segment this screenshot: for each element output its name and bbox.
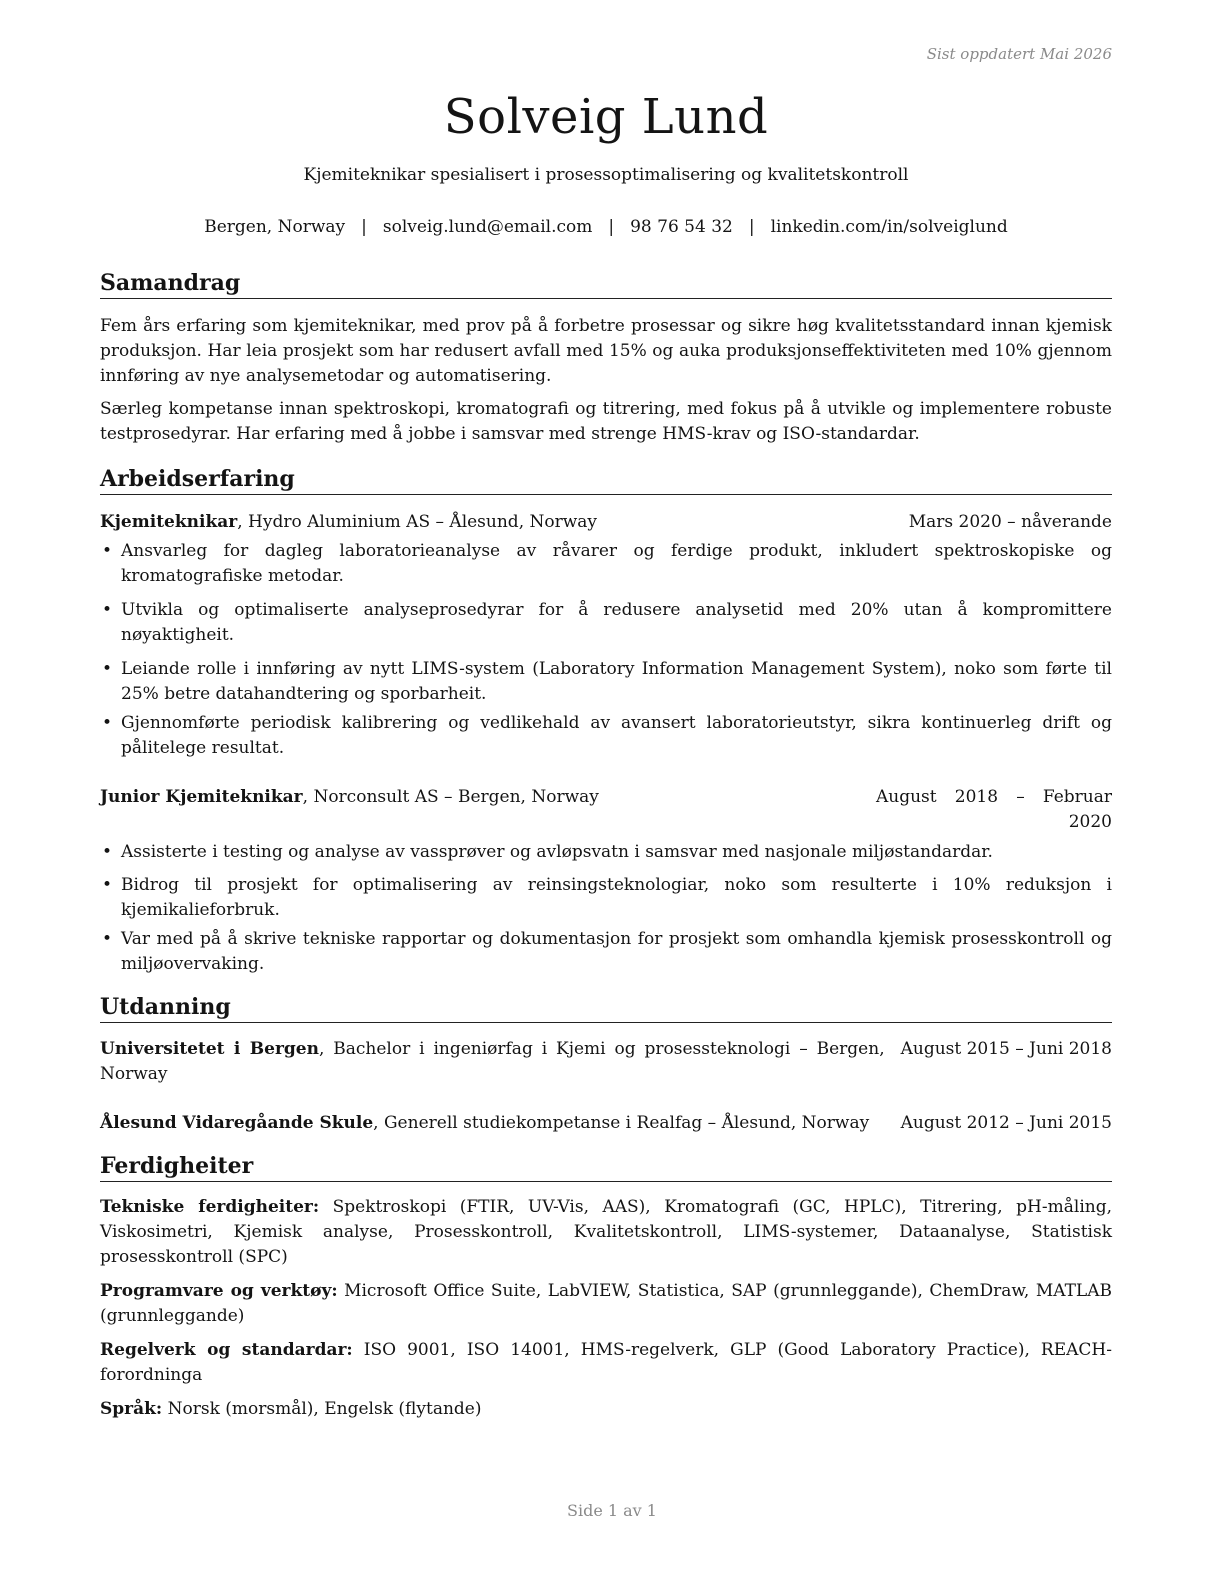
person-name: Solveig Lund — [443, 89, 769, 145]
contact-line — [100, 215, 1112, 239]
section-title-education: Utdanning — [100, 993, 1112, 1023]
contact-location: Bergen, Norway — [204, 217, 346, 237]
contact-phone: 98 76 54 32 — [630, 217, 733, 237]
section-title-summary: Samandrag — [100, 269, 1112, 299]
skill-text: Spektroskopi (FTIR, UV-Vis, AAS), Kromatografi (GC, HPLC), Titrering, pH-måling, Viskosimetri, Kjemisk analyse, Prosesskontroll, Kvalitetskontroll, LIMS-systemer, Dataanalyse, Statistisk prosesskontroll (SPC) — [100, 1197, 1112, 1267]
skill-label: Programvare og verktøy: — [100, 1281, 338, 1301]
job-bullets — [100, 539, 1112, 761]
education-school: Universitetet i Bergen — [100, 1039, 319, 1059]
skill-text: Norsk (morsmål), Engelsk (flytande) — [162, 1399, 482, 1419]
education-dates: August 2012 – Juni 2015 — [900, 1113, 1112, 1133]
skill-text: Microsoft Office Suite, LabVIEW, Statistica, SAP (grunnleggande), ChemDraw, MATLAB (grunnleggande) — [100, 1281, 1112, 1326]
contact-separator: | — [608, 217, 615, 237]
education-line — [100, 1111, 885, 1136]
page-number: Side 1 av 1 — [567, 1501, 657, 1520]
skills-section — [100, 1152, 1112, 1422]
education-item — [100, 1111, 1112, 1136]
job-header — [100, 510, 1112, 535]
list-item: • Bidrog til prosjekt for optimalisering av reinsingsteknologiar, noko som resulterte i 10% reduksjon i kjemikalieforbruk. — [100, 873, 1112, 923]
experience-section — [100, 465, 1112, 977]
list-item: • Assisterte i testing og analyse av vassprøver og avløpsvatn i samsvar med nasjonale miljøstandardar. — [100, 840, 1112, 865]
job-title-line — [100, 510, 893, 535]
skill-text: ISO 9001, ISO 14001, HMS-regelverk, GLP (Good Laboratory Practice), REACH-forordninga — [100, 1340, 1112, 1385]
job-employer: , Norconsult AS – Bergen, Norway — [302, 787, 599, 807]
list-item: • Leiande rolle i innføring av nytt LIMS-system (Laboratory Information Management System), noko som førte til 25% betre datahandtering og sporbarheit. — [100, 657, 1112, 707]
job-title-line — [100, 785, 860, 810]
summary-paragraph: Fem års erfaring som kjemiteknikar, med prov på å forbetre prosessar og sikre høg kvalitetsstandard innan kjemisk produksjon. Har leia prosjekt som har redusert avfall med 15% og auka produksjonseffektiviteten med 10% gjennom innføring av nye analysemetodar og automatisering. — [100, 316, 1112, 386]
summary-paragraph: Særleg kompetanse innan spektroskopi, kromatografi og titrering, med fokus på å utvikle og implementere robuste testprosedyrar. Har erfaring med å jobbe i samsvar med strenge HMS-krav og ISO-standardar. — [100, 399, 1112, 444]
job-header — [100, 785, 1112, 835]
education-degree: , Bachelor i ingeniørfag i Kjemi og prosessteknologi – Bergen, Norway — [100, 1039, 885, 1084]
job-dates: August 2018 – Februar 2020 — [876, 787, 1112, 832]
education-dates: August 2015 – Juni 2018 — [900, 1039, 1112, 1059]
education-line — [100, 1037, 885, 1087]
job-bullets — [100, 840, 1112, 977]
skill-line — [100, 1397, 1112, 1422]
education-degree: , Generell studiekompetanse i Realfag – Ålesund, Norway — [373, 1113, 870, 1133]
contact-linkedin[interactable]: linkedin.com/in/solveiglund — [770, 217, 1008, 237]
job-role: Kjemiteknikar — [100, 512, 238, 532]
skill-line — [100, 1338, 1112, 1388]
list-item: • Gjennomførte periodisk kalibrering og vedlikehald av avansert laboratorieutstyr, sikra kontinuerleg drift og pålitelege resultat. — [100, 711, 1112, 761]
skill-label: Språk: — [100, 1399, 163, 1419]
skill-label: Tekniske ferdigheiter: — [100, 1197, 320, 1217]
list-item: • Utvikla og optimaliserte analyseprosedyrar for å redusere analysetid med 20% utan å kompromittere nøyaktigheit. — [100, 598, 1112, 648]
tagline: Kjemiteknikar spesialisert i prosessoptimalisering og kvalitetskontroll — [303, 165, 909, 185]
contact-separator: | — [361, 217, 367, 237]
list-item: • Var med på å skrive tekniske rapportar og dokumentasjon for prosjekt som omhandla kjemisk prosesskontroll og miljøovervaking. — [100, 927, 1112, 977]
skill-line — [100, 1279, 1112, 1329]
contact-email[interactable]: solveig.lund@email.com — [382, 217, 593, 237]
skill-label: Regelverk og standardar: — [100, 1340, 353, 1360]
skill-line — [100, 1195, 1112, 1270]
education-school: Ålesund Vidaregåande Skule — [100, 1113, 374, 1133]
education-item — [100, 1037, 1112, 1087]
section-title-experience: Arbeidserfaring — [100, 465, 1112, 495]
education-section — [100, 993, 1112, 1136]
list-item: • Ansvarleg for dagleg laboratorieanalyse av råvarer og ferdige produkt, inkludert spektroskopiske og kromatografiske metodar. — [100, 539, 1112, 589]
job-role: Junior Kjemiteknikar — [100, 787, 303, 807]
job-employer: , Hydro Aluminium AS – Ålesund, Norway — [237, 512, 598, 532]
summary-section — [100, 269, 1112, 447]
contact-separator: | — [748, 217, 755, 237]
job-dates: Mars 2020 – nåverande — [908, 512, 1112, 532]
section-title-skills: Ferdigheiter — [100, 1152, 1112, 1182]
last-updated: Sist oppdatert Mai 2026 — [926, 45, 1112, 63]
